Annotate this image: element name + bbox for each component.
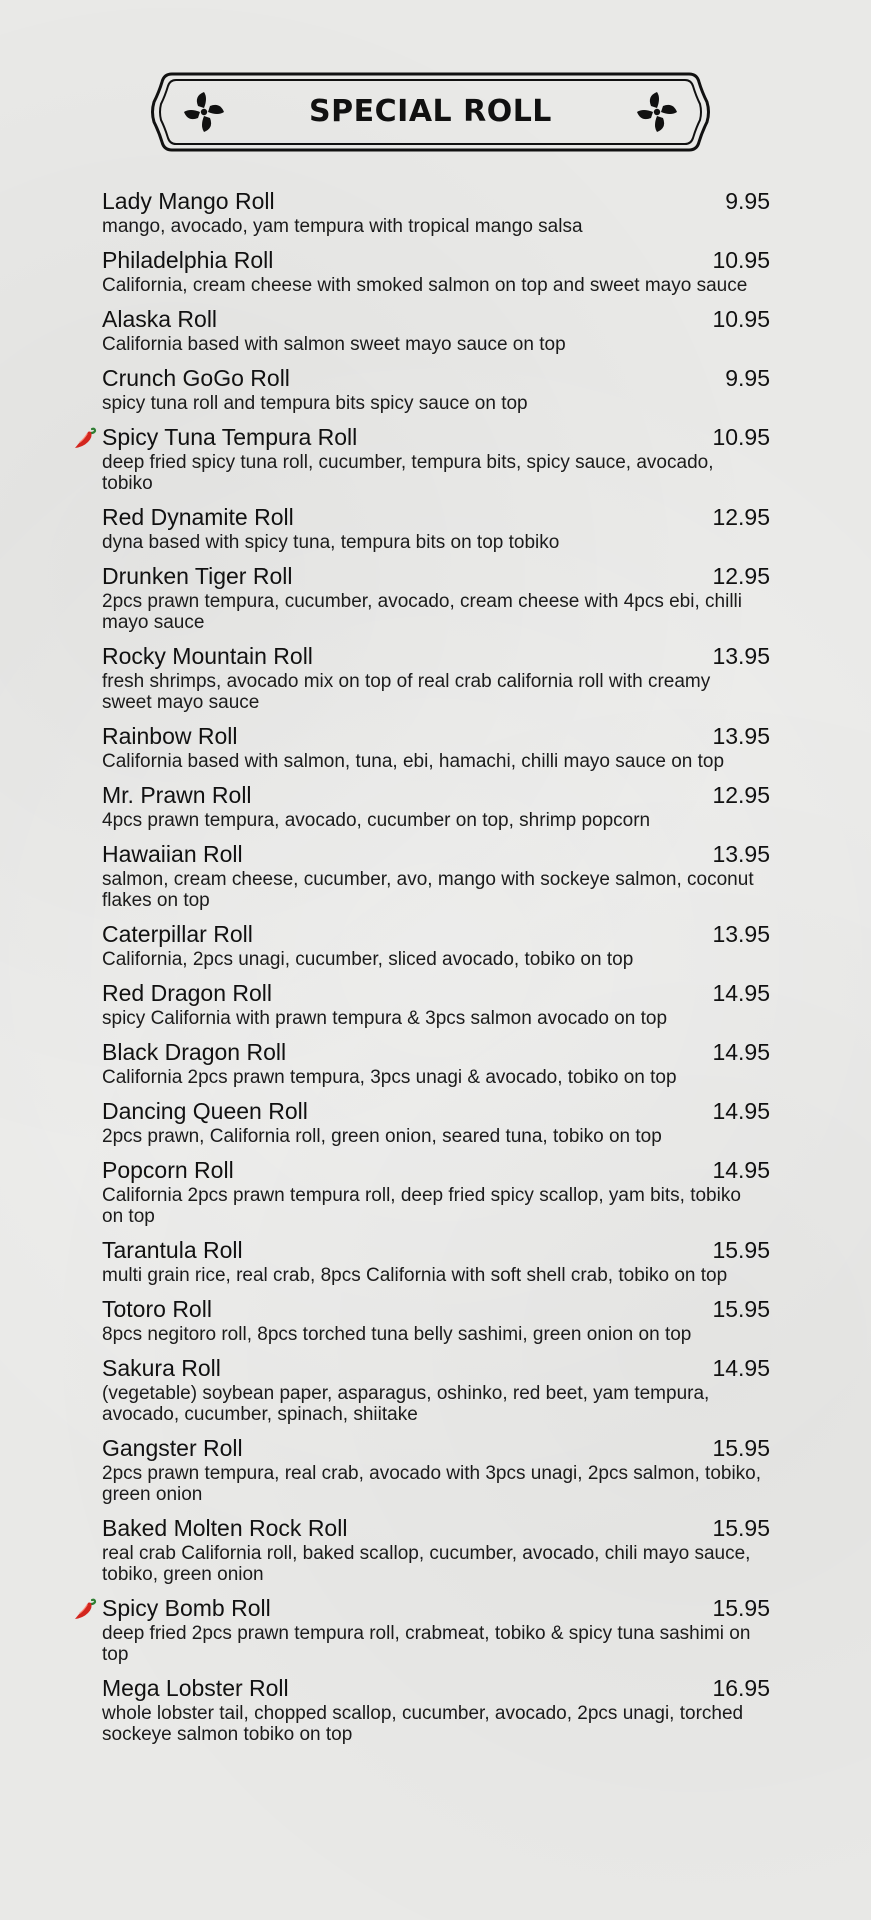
menu-item-price: 14.95 [712, 1098, 770, 1124]
menu-item-header [102, 919, 770, 949]
menu-item-header [102, 721, 770, 751]
chili-pepper-icon [72, 1596, 98, 1622]
menu-item-description: California based with salmon, tuna, ebi, hamachi, chilli mayo sauce on top [102, 751, 725, 772]
menu-item-header [102, 422, 770, 452]
menu-item [102, 919, 770, 970]
pinwheel-icon [635, 90, 679, 134]
menu-item-description: 2pcs prawn tempura, real crab, avocado with 3pcs unagi, 2pcs salmon, tobiko, green onion [102, 1463, 762, 1505]
menu-item-name: Crunch GoGo Roll [102, 365, 290, 391]
menu-item-header [102, 186, 770, 216]
menu-item-header [102, 304, 770, 334]
section-banner [150, 72, 711, 152]
menu-item-name: Rainbow Roll [102, 723, 238, 749]
menu-item [102, 245, 770, 296]
menu-item-description: California 2pcs prawn tempura, 3pcs unagi & avocado, tobiko on top [102, 1067, 677, 1088]
menu-item-name: Red Dragon Roll [102, 980, 273, 1006]
menu-item-name: Caterpillar Roll [102, 921, 253, 947]
menu-item-name: Tarantula Roll [102, 1237, 243, 1263]
menu-item-header [102, 1673, 770, 1703]
menu-item-description: real crab California roll, baked scallop, cucumber, avocado, chili mayo sauce, tobiko, green onion [102, 1543, 751, 1585]
menu-item-description: deep fried 2pcs prawn tempura roll, crabmeat, tobiko & spicy tuna sashimi on top [102, 1623, 751, 1665]
menu-item [102, 721, 770, 772]
menu-item-price: 15.95 [712, 1296, 770, 1322]
menu-item-price: 9.95 [725, 188, 770, 214]
menu-item [102, 1294, 770, 1345]
menu-item-price: 16.95 [712, 1675, 770, 1701]
menu-item-price: 10.95 [712, 306, 770, 332]
menu-item-header [102, 978, 770, 1008]
menu-item-description: whole lobster tail, chopped scallop, cucumber, avocado, 2pcs unagi, torched sockeye salmon tobiko on top [102, 1703, 744, 1745]
menu-item [102, 304, 770, 355]
menu-item-header [102, 1593, 770, 1623]
menu-item [102, 780, 770, 831]
menu-item-header [102, 1037, 770, 1067]
chili-pepper-icon [72, 425, 98, 451]
menu-item [102, 561, 770, 633]
menu-item [102, 363, 770, 414]
menu-item [102, 1155, 770, 1227]
menu-item-description: (vegetable) soybean paper, asparagus, oshinko, red beet, yam tempura, avocado, cucumber, spinach, shiitake [102, 1383, 710, 1425]
menu-item-price: 10.95 [712, 424, 770, 450]
menu-item-description: dyna based with spicy tuna, tempura bits on top tobiko [102, 532, 560, 553]
menu-item-description: deep fried spicy tuna roll, cucumber, tempura bits, spicy sauce, avocado, tobiko [102, 452, 714, 494]
menu-item-name: Sakura Roll [102, 1355, 221, 1381]
menu-item-header [102, 1353, 770, 1383]
menu-list [102, 186, 770, 1753]
menu-item [102, 1593, 770, 1665]
menu-item-price: 15.95 [712, 1237, 770, 1263]
menu-item-name: Philadelphia Roll [102, 247, 274, 273]
menu-item-price: 15.95 [712, 1595, 770, 1621]
menu-item-description: fresh shrimps, avocado mix on top of real crab california roll with creamy sweet mayo sauce [102, 671, 711, 713]
menu-item-header [102, 245, 770, 275]
menu-item-header [102, 1433, 770, 1463]
menu-item-description: mango, avocado, yam tempura with tropical mango salsa [102, 216, 583, 237]
menu-item-description: spicy tuna roll and tempura bits spicy sauce on top [102, 393, 528, 414]
menu-item [102, 839, 770, 911]
menu-item-header [102, 1294, 770, 1324]
menu-item-name: Red Dynamite Roll [102, 504, 294, 530]
menu-item [102, 502, 770, 553]
menu-item-description: 4pcs prawn tempura, avocado, cucumber on top, shrimp popcorn [102, 810, 651, 831]
menu-item-description: 8pcs negitoro roll, 8pcs torched tuna belly sashimi, green onion on top [102, 1324, 692, 1345]
menu-item [102, 422, 770, 494]
menu-item-price: 15.95 [712, 1435, 770, 1461]
menu-item-name: Rocky Mountain Roll [102, 643, 313, 669]
menu-item [102, 1353, 770, 1425]
menu-item-description: salmon, cream cheese, cucumber, avo, mango with sockeye salmon, coconut flakes on top [102, 869, 754, 911]
menu-item-name: Dancing Queen Roll [102, 1098, 308, 1124]
menu-item-price: 13.95 [712, 723, 770, 749]
menu-item-price: 12.95 [712, 782, 770, 808]
menu-item-name: Popcorn Roll [102, 1157, 234, 1183]
menu-item [102, 1673, 770, 1745]
menu-item-price: 14.95 [712, 980, 770, 1006]
menu-item-description: 2pcs prawn tempura, cucumber, avocado, cream cheese with 4pcs ebi, chilli mayo sauce [102, 591, 742, 633]
menu-item-description: California based with salmon sweet mayo sauce on top [102, 334, 566, 355]
menu-item-price: 14.95 [712, 1157, 770, 1183]
menu-item-price: 9.95 [725, 365, 770, 391]
menu-item-price: 12.95 [712, 563, 770, 589]
menu-item-name: Mega Lobster Roll [102, 1675, 289, 1701]
menu-item-name: Gangster Roll [102, 1435, 243, 1461]
menu-item-header [102, 839, 770, 869]
menu-item-price: 13.95 [712, 921, 770, 947]
menu-item [102, 1037, 770, 1088]
menu-item-name: Mr. Prawn Roll [102, 782, 252, 808]
menu-item-name: Spicy Tuna Tempura Roll [102, 424, 358, 450]
menu-item-description: California 2pcs prawn tempura roll, deep fried spicy scallop, yam bits, tobiko on top [102, 1185, 741, 1227]
menu-item-description: California, 2pcs unagi, cucumber, sliced avocado, tobiko on top [102, 949, 634, 970]
menu-item-price: 13.95 [712, 643, 770, 669]
menu-item-description: 2pcs prawn, California roll, green onion, seared tuna, tobiko on top [102, 1126, 662, 1147]
menu-item-name: Baked Molten Rock Roll [102, 1515, 348, 1541]
menu-item-description: multi grain rice, real crab, 8pcs California with soft shell crab, tobiko on top [102, 1265, 728, 1286]
menu-item-name: Lady Mango Roll [102, 188, 275, 214]
menu-item-header [102, 641, 770, 671]
menu-item-header [102, 780, 770, 810]
menu-item-price: 15.95 [712, 1515, 770, 1541]
menu-item-header [102, 1235, 770, 1265]
menu-item-name: Spicy Bomb Roll [102, 1595, 271, 1621]
section-title: SPECIAL ROLL [309, 94, 552, 129]
menu-item-header [102, 502, 770, 532]
menu-item [102, 186, 770, 237]
menu-item-price: 13.95 [712, 841, 770, 867]
menu-item-header [102, 1155, 770, 1185]
menu-item-name: Alaska Roll [102, 306, 218, 332]
menu-item [102, 1513, 770, 1585]
menu-item-header [102, 1096, 770, 1126]
menu-item [102, 1433, 770, 1505]
menu-item-name: Drunken Tiger Roll [102, 563, 293, 589]
menu-item-description: spicy California with prawn tempura & 3pcs salmon avocado on top [102, 1008, 668, 1029]
menu-item-name: Totoro Roll [102, 1296, 212, 1322]
menu-item-description: California, cream cheese with smoked salmon on top and sweet mayo sauce [102, 275, 748, 296]
menu-item-header [102, 561, 770, 591]
menu-item [102, 1235, 770, 1286]
menu-item [102, 641, 770, 713]
menu-item-price: 12.95 [712, 504, 770, 530]
menu-item-price: 14.95 [712, 1355, 770, 1381]
menu-item-price: 10.95 [712, 247, 770, 273]
menu-item-header [102, 1513, 770, 1543]
menu-item-name: Hawaiian Roll [102, 841, 243, 867]
menu-item-name: Black Dragon Roll [102, 1039, 287, 1065]
menu-item-price: 14.95 [712, 1039, 770, 1065]
menu-item [102, 1096, 770, 1147]
menu-item [102, 978, 770, 1029]
menu-item-header [102, 363, 770, 393]
